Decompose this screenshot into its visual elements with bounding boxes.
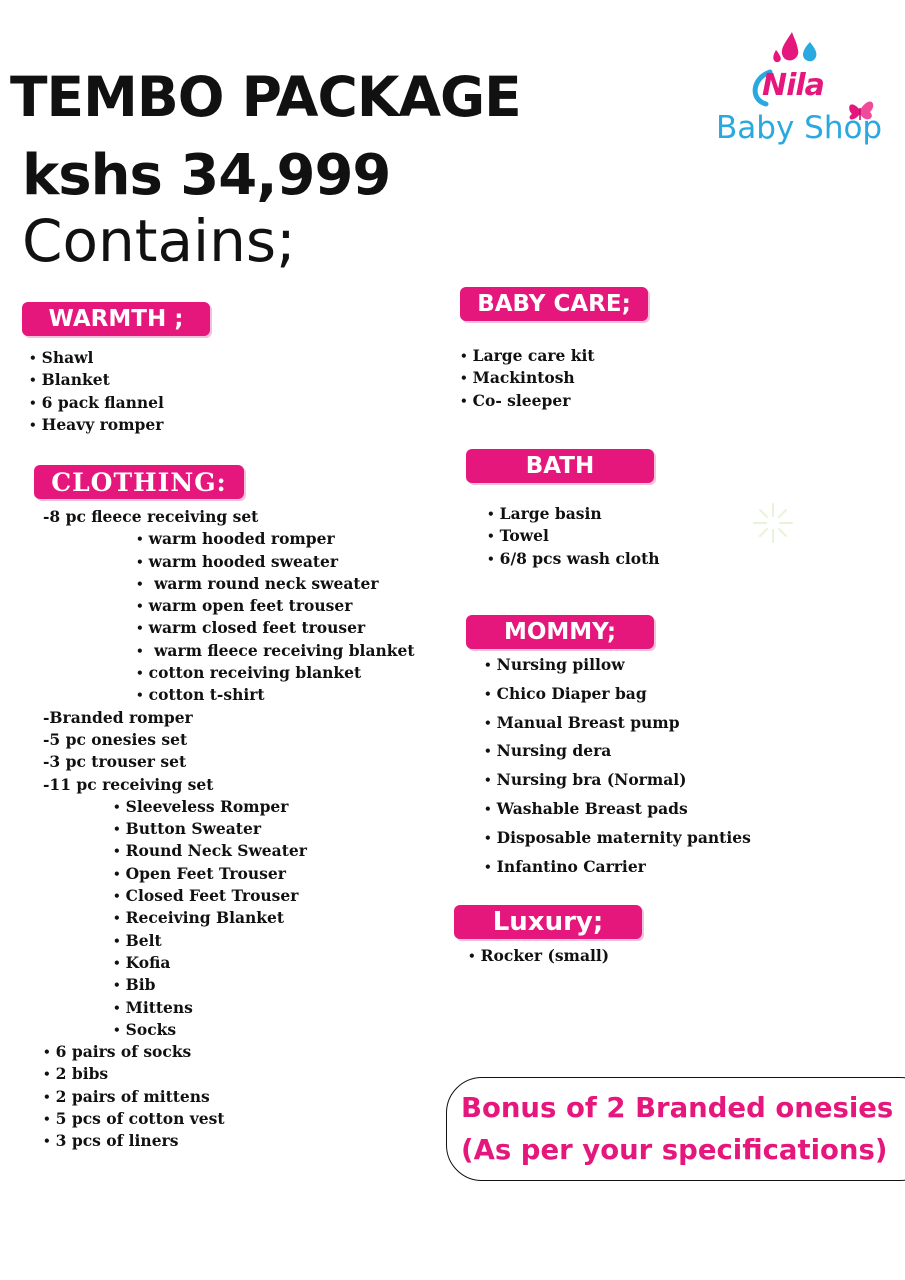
list-item: • Nursing dera xyxy=(484,737,751,766)
list-item: • 2 pairs of mittens xyxy=(43,1086,415,1108)
list-item: -8 pc fleece receiving set xyxy=(43,507,259,526)
warmth-heading: WARMTH ; xyxy=(22,302,210,336)
list-item: • 3 pcs of liners xyxy=(43,1130,415,1152)
mommy-list xyxy=(484,651,751,881)
list-item: • Large care kit xyxy=(460,345,595,367)
list-item: • cotton t-shirt xyxy=(43,684,415,706)
list-item: • 5 pcs of cotton vest xyxy=(43,1108,415,1130)
logo-shop-text: Baby Shop xyxy=(716,110,883,146)
package-price: kshs 34,999 xyxy=(22,143,391,208)
list-item: • Co- sleeper xyxy=(460,390,595,412)
clothing-list xyxy=(43,506,415,1153)
nila-baby-shop-logo xyxy=(700,28,890,158)
list-item: • Blanket xyxy=(29,369,164,391)
clothing-heading: CLOTHING: xyxy=(34,465,244,499)
list-item: • Mackintosh xyxy=(460,367,595,389)
list-item: • Shawl xyxy=(29,347,164,369)
list-item: • Chico Diaper bag xyxy=(484,680,751,709)
list-item: • warm hooded sweater xyxy=(43,551,415,573)
list-item: • Towel xyxy=(487,525,660,547)
list-item: -Branded romper xyxy=(43,707,193,727)
list-item: • Open Feet Trouser xyxy=(43,863,415,885)
list-item: • 6/8 pcs wash cloth xyxy=(487,548,660,570)
contains-label: Contains; xyxy=(22,207,296,275)
list-item: • Receiving Blanket xyxy=(43,907,415,929)
luxury-list xyxy=(468,945,609,967)
list-item: -11 pc receiving set xyxy=(43,774,214,794)
list-item: • warm closed feet trouser xyxy=(43,617,415,639)
list-item: • Mittens xyxy=(43,997,415,1019)
list-item: -3 pc trouser set xyxy=(43,752,187,772)
list-item: • warm fleece receiving blanket xyxy=(43,640,415,662)
list-item: • warm hooded romper xyxy=(43,528,415,550)
list-item: • Disposable maternity panties xyxy=(484,824,751,853)
luxury-heading: Luxury; xyxy=(454,905,642,939)
bath-heading: BATH xyxy=(466,449,654,483)
list-item: • warm round neck sweater xyxy=(43,573,415,595)
warmth-list xyxy=(29,347,164,436)
list-item: • Nursing pillow xyxy=(484,651,751,680)
list-item: • warm open feet trouser xyxy=(43,595,415,617)
list-item: • Socks xyxy=(43,1019,415,1041)
baby-care-list xyxy=(460,345,595,412)
list-item: • Rocker (small) xyxy=(468,945,609,967)
list-item: • Large basin xyxy=(487,503,660,525)
package-title: TEMBO PACKAGE xyxy=(10,65,521,129)
logo-brand-text: Nila xyxy=(762,68,824,103)
bonus-box xyxy=(446,1077,905,1181)
list-item: • cotton receiving blanket xyxy=(43,662,415,684)
list-item: • Infantino Carrier xyxy=(484,853,751,882)
list-item: • Kofia xyxy=(43,952,415,974)
list-item: • Bib xyxy=(43,974,415,996)
list-item: • Closed Feet Trouser xyxy=(43,885,415,907)
list-item: • Button Sweater xyxy=(43,818,415,840)
bath-list xyxy=(487,503,660,570)
list-item: • Round Neck Sweater xyxy=(43,840,415,862)
list-item: -5 pc onesies set xyxy=(43,729,188,749)
baby-care-heading: BABY CARE; xyxy=(460,287,648,321)
list-item: • 2 bibs xyxy=(43,1063,415,1085)
list-item: • Washable Breast pads xyxy=(484,795,751,824)
list-item: • 6 pack flannel xyxy=(29,392,164,414)
mommy-heading: MOMMY; xyxy=(466,615,654,649)
bonus-line-2: (As per your specifications) xyxy=(461,1134,888,1166)
sparkle-icon xyxy=(750,500,796,546)
bonus-line-1: Bonus of 2 Branded onesies xyxy=(461,1092,894,1124)
list-item: • Heavy romper xyxy=(29,414,164,436)
list-item: • 6 pairs of socks xyxy=(43,1041,415,1063)
list-item: • Manual Breast pump xyxy=(484,709,751,738)
list-item: • Nursing bra (Normal) xyxy=(484,766,751,795)
list-item: • Sleeveless Romper xyxy=(43,796,415,818)
list-item: • Belt xyxy=(43,930,415,952)
